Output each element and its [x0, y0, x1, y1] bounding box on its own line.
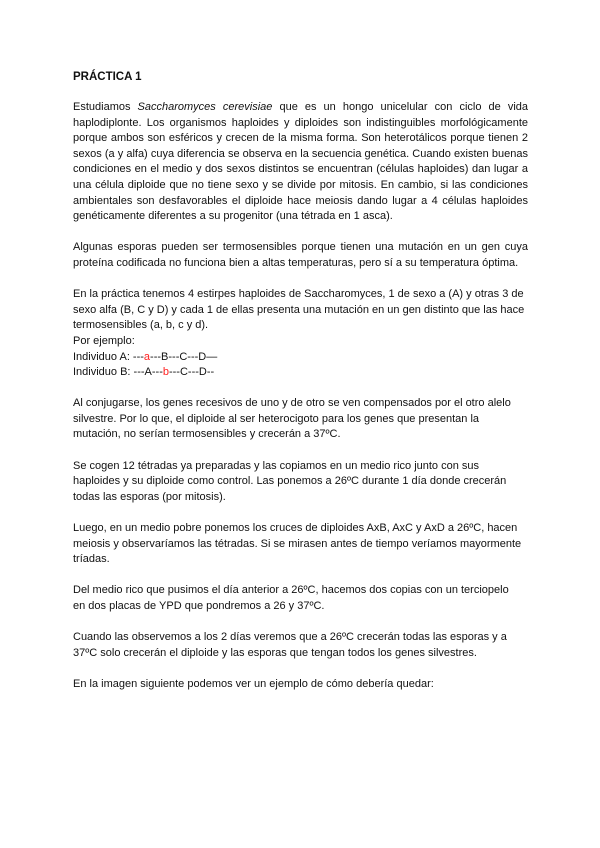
paragraph-strains [73, 287, 528, 381]
species-name: Saccharomyces cerevisiae [137, 101, 273, 113]
document-page [73, 70, 528, 708]
conjugation-line-1: Al conjugarse, los genes recesivos de uno y de otro se ven compensados por el otro alelo [73, 397, 511, 410]
paragraph-intro [73, 100, 528, 225]
paragraph-image-intro: En la imagen siguiente podemos ver un ejemplo de cómo debería quedar: [73, 677, 434, 690]
replica-line-2: en dos placas de YPD que pondremos a 26 y 37ºC. [73, 600, 325, 612]
tetrads-line-3: todas las esporas (por mitosis). [73, 490, 226, 503]
tetrads-line-1: Se cogen 12 tétradas ya preparadas y las copiamos en un medio rico junto con sus [73, 459, 480, 472]
individuo-b-mutant-allele: b [162, 366, 169, 379]
conjugation-line-3: mutación, no serían termosensibles y crecerán a 37ºC. [73, 428, 341, 441]
intro-text-pre: Estudiamos [73, 101, 138, 113]
paragraph-crosses [73, 521, 528, 568]
crosses-line-3: tríadas. [73, 553, 110, 566]
individuo-b-prefix: Individuo B: ---A--- [73, 366, 163, 379]
conjugation-line-2: silvestre. Por lo que, el diploide al ser heterocigoto para los genes que presentan la [73, 412, 480, 425]
paragraph-tetrads [73, 459, 528, 506]
paragraph-conjugation [73, 396, 528, 443]
intro-text-post: que es un hongo unicelular con ciclo de vida haplodiplonte. Los organismos haploides y diploides son indistinguibles morfológicamente porque ambos son esféricos y crecen de la misma forma. Son heterotálicos porque tienen 2 sexos (a y alfa) cuya diferencia se observa en la secuencia genética. Cuando existen buenas condiciones en el medio y dos sexos distintos se encuentran (células haploides) dan lugar a una célula diploide que no tiene sexo y se divide por mitosis. En cambio, si las condiciones ambientales son desfavorables el diploide hace meiosis dando lugar a 4 células haploides genéticamente diferentes a su progenitor (una tétrada en 1 asca). [73, 101, 528, 223]
crosses-line-1: Luego, en un medio pobre ponemos los cruces de diploides AxB, AxC y AxD a 26ºC, hacen [73, 522, 518, 535]
individuo-b-suffix: ---C---D-- [168, 366, 215, 379]
individuo-b-genotype [73, 365, 528, 381]
tetrads-line-2: haploides y su diploide como control. Las ponemos a 26ºC durante 1 día donde crecerán [73, 475, 507, 488]
crosses-line-2: meiosis y observaríamos las tétradas. Si se mirasen antes de tiempo veríamos mayormente [73, 537, 522, 550]
individuo-a-suffix: ---B---C---D— [150, 350, 218, 363]
replica-line-1: Del medio rico que pusimos el día anterior a 26ºC, hacemos dos copias con un terciopelo [73, 584, 509, 597]
example-label: Por ejemplo: [73, 334, 135, 347]
strains-text: En la práctica tenemos 4 estirpes haploides de Saccharomyces, 1 de sexo a (A) y otras 3 de sexo alfa (B, C y D) y cada 1 de ellas presenta una mutación en un gen distinto que las hace termosensibles (a, b, c y d). [73, 288, 525, 332]
paragraph-replica [73, 583, 528, 614]
page-title: PRÁCTICA 1 [73, 71, 142, 83]
individuo-a-genotype [73, 350, 528, 366]
observation-line-2: 37ºC solo crecerán el diploide y las esporas que tengan todos los genes silvestres. [73, 646, 477, 659]
paragraph-thermosensitive: Algunas esporas pueden ser termosensibles porque tienen una mutación en un gen cuya proteína codificada no funciona bien a altas temperaturas, pero sí a su temperatura óptima. [73, 241, 528, 269]
paragraph-observation [73, 630, 528, 661]
observation-line-1: Cuando las observemos a los 2 días veremos que a 26ºC crecerán todas las esporas y a [73, 631, 507, 644]
individuo-a-prefix: Individuo A: --- [73, 350, 144, 363]
individuo-a-mutant-allele: a [143, 350, 151, 363]
